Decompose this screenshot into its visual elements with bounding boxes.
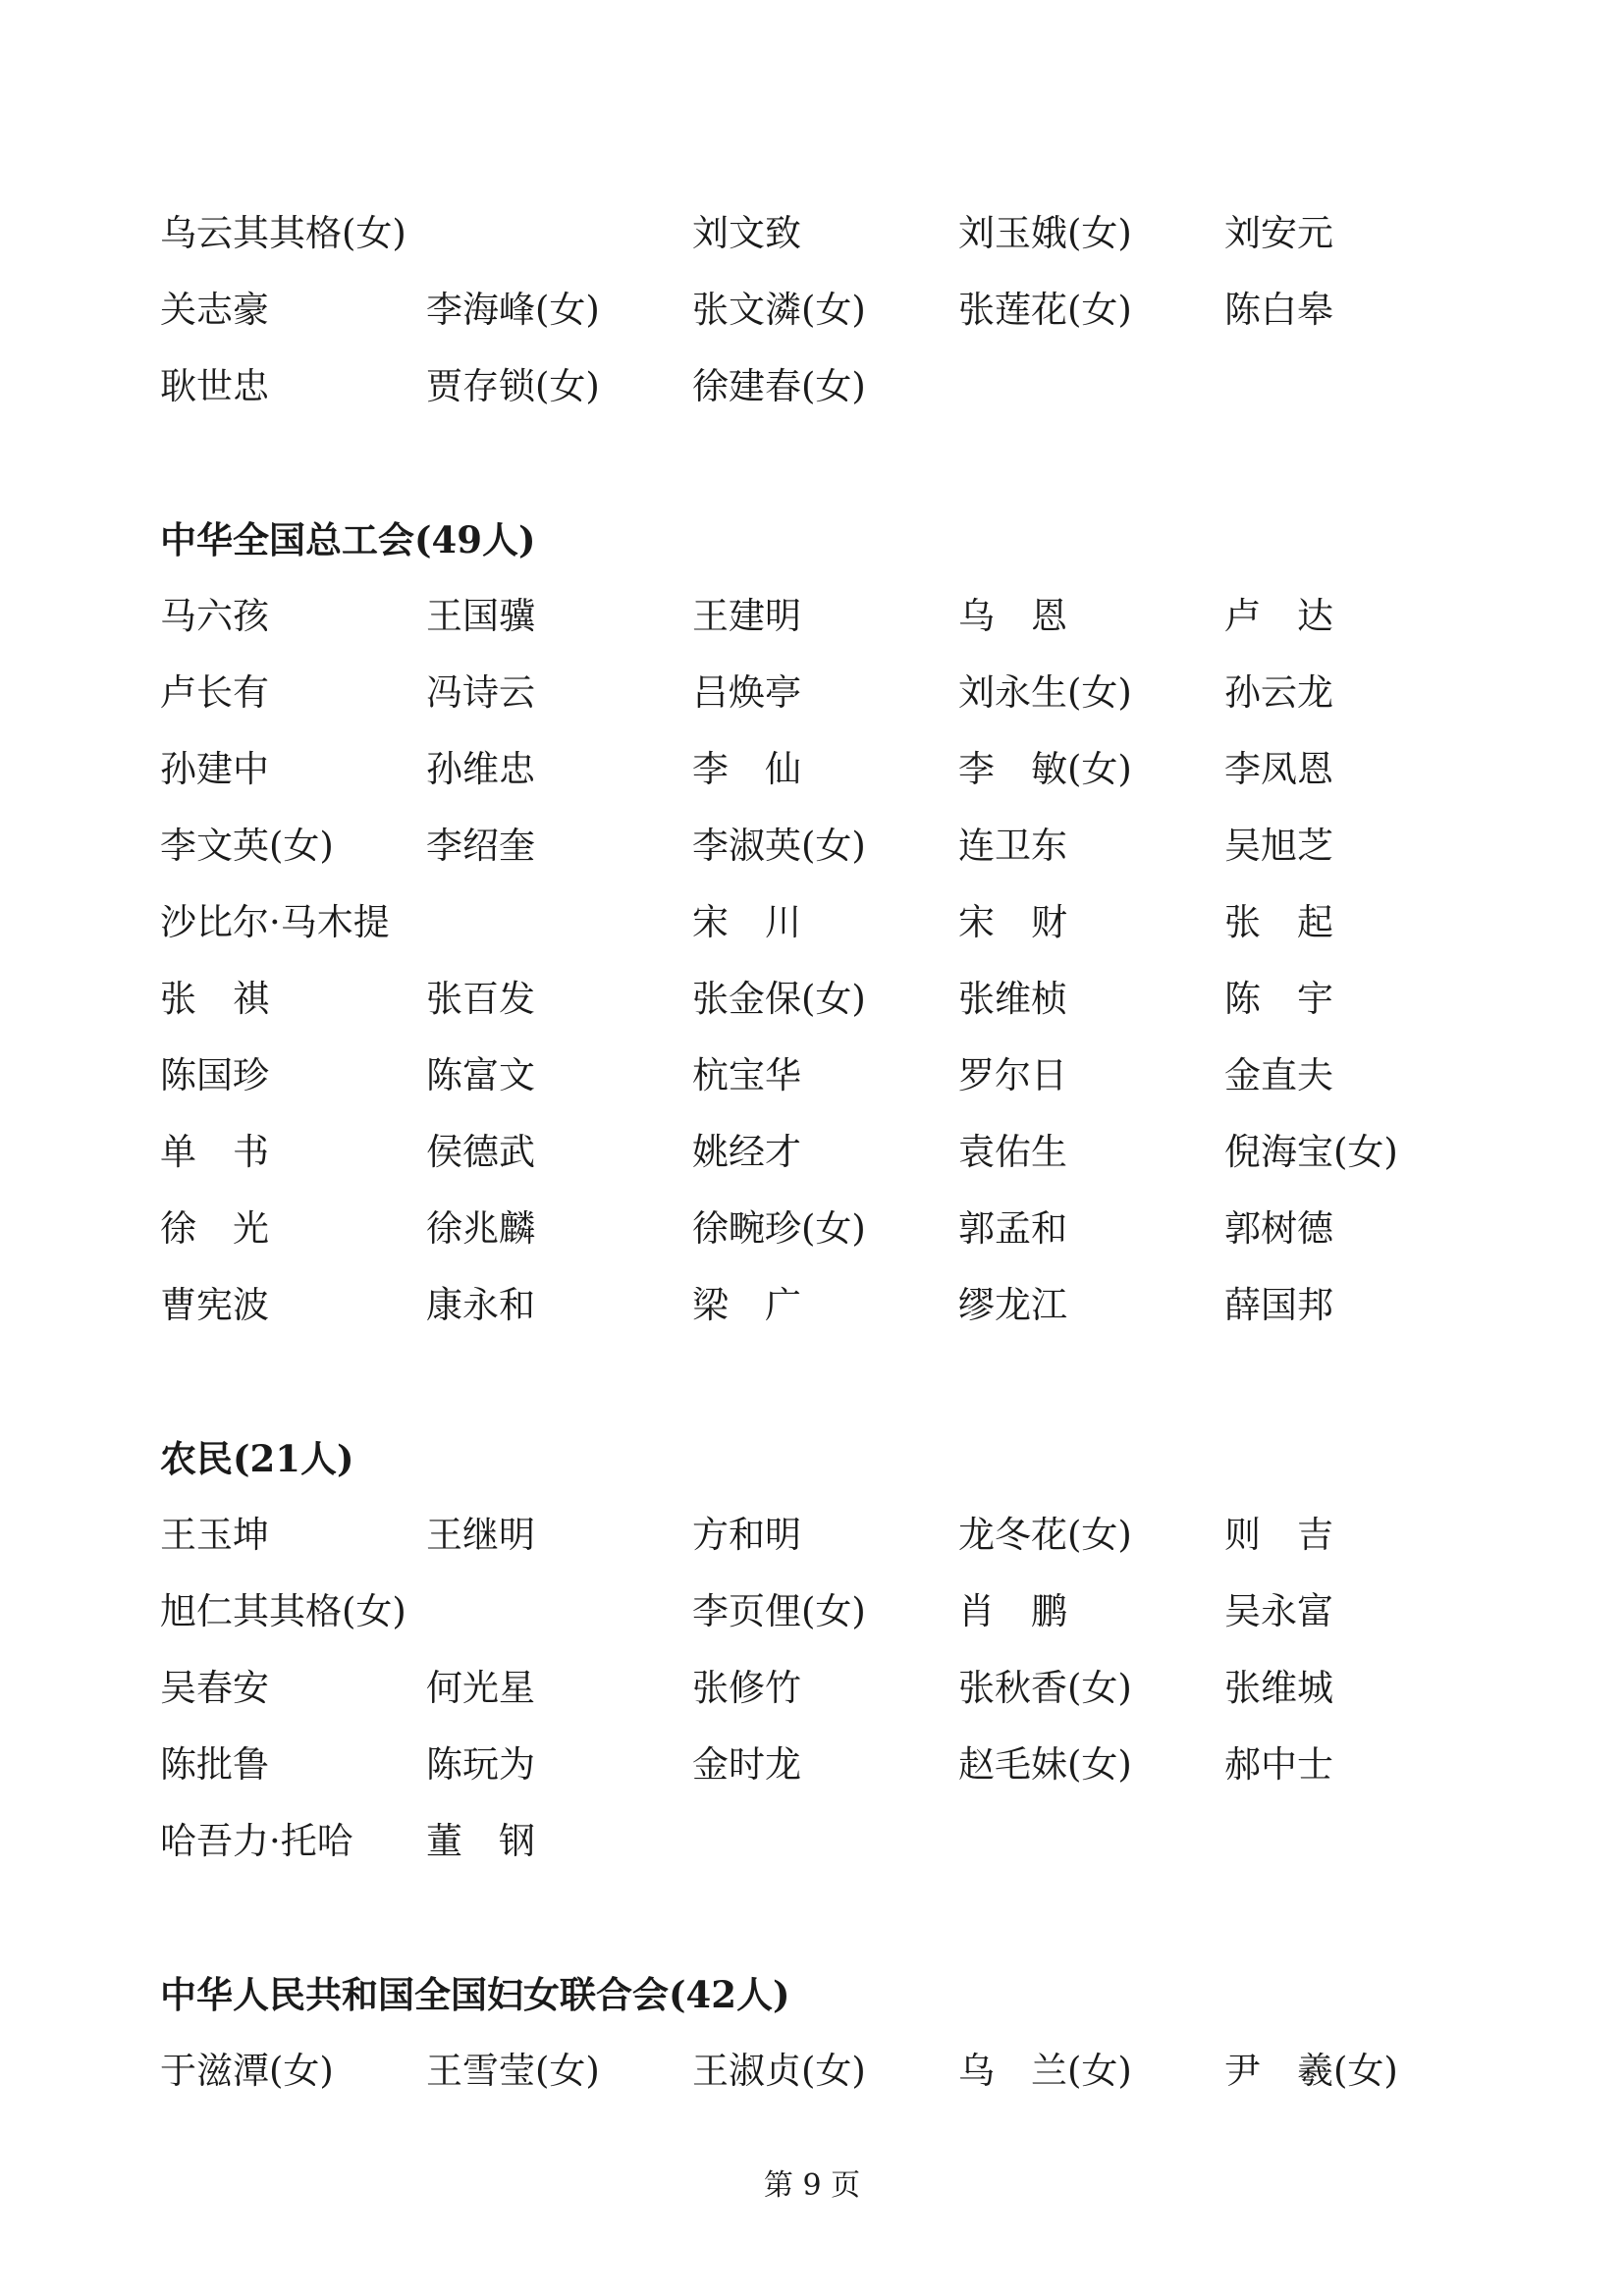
name-row xyxy=(160,1814,1476,1869)
person-name: 杭宝华 xyxy=(692,1054,801,1096)
person-name: 郭孟和 xyxy=(958,1207,1067,1250)
name-row xyxy=(160,895,1476,950)
person-name: 吴永富 xyxy=(1224,1590,1333,1632)
person-name: 侯德武 xyxy=(426,1131,535,1173)
person-name: 张 起 xyxy=(1224,901,1333,943)
person-name: 陈批鲁 xyxy=(160,1743,269,1786)
person-name: 李海峰(女) xyxy=(426,289,600,331)
person-name: 徐兆麟 xyxy=(426,1207,535,1250)
person-name: 陈白皋 xyxy=(1224,289,1333,331)
name-row xyxy=(160,283,1476,338)
name-row xyxy=(160,206,1476,261)
person-name: 郝中士 xyxy=(1224,1743,1333,1786)
person-name: 乌 恩 xyxy=(958,595,1067,637)
person-name: 单 书 xyxy=(160,1131,269,1173)
person-name: 李 敏(女) xyxy=(958,748,1132,790)
person-name: 龙冬花(女) xyxy=(958,1514,1132,1556)
person-name: 李凤恩 xyxy=(1224,748,1333,790)
person-name: 卢长有 xyxy=(160,671,269,714)
name-row xyxy=(160,1737,1476,1792)
person-name: 曹宪波 xyxy=(160,1284,269,1326)
person-name: 康永和 xyxy=(426,1284,535,1326)
name-row xyxy=(160,819,1476,874)
name-row xyxy=(160,1125,1476,1180)
person-name: 倪海宝(女) xyxy=(1224,1131,1398,1173)
person-name: 张修竹 xyxy=(692,1667,801,1709)
person-name: 梁 广 xyxy=(692,1284,801,1326)
person-name: 刘玉娥(女) xyxy=(958,212,1132,254)
person-name: 徐建春(女) xyxy=(692,365,866,407)
person-name: 姚经才 xyxy=(692,1131,801,1173)
person-name: 尹 羲(女) xyxy=(1224,2050,1398,2092)
person-name: 张莲花(女) xyxy=(958,289,1132,331)
person-name: 刘文致 xyxy=(692,212,801,254)
name-row xyxy=(160,1278,1476,1333)
person-name: 王玉坤 xyxy=(160,1514,269,1556)
person-name: 郭树德 xyxy=(1224,1207,1333,1250)
person-name: 吕焕亭 xyxy=(692,671,801,714)
person-name: 董 钢 xyxy=(426,1820,535,1862)
name-row xyxy=(160,1508,1476,1563)
person-name: 陈国珍 xyxy=(160,1054,269,1096)
person-name: 孙云龙 xyxy=(1224,671,1333,714)
person-name: 张维桢 xyxy=(958,978,1067,1020)
person-name: 王建明 xyxy=(692,595,801,637)
person-name: 方和明 xyxy=(692,1514,801,1556)
person-name: 李页俚(女) xyxy=(692,1590,866,1632)
person-name: 肖 鹏 xyxy=(958,1590,1067,1632)
person-name: 陈玩为 xyxy=(426,1743,535,1786)
person-name: 张百发 xyxy=(426,978,535,1020)
name-row xyxy=(160,1661,1476,1716)
person-name: 乌 兰(女) xyxy=(958,2050,1132,2092)
name-row xyxy=(160,2044,1476,2099)
section-heading: 农民(21人) xyxy=(160,1437,354,1480)
person-name: 连卫东 xyxy=(958,825,1067,867)
person-name: 张秋香(女) xyxy=(958,1667,1132,1709)
person-name: 于滋潭(女) xyxy=(160,2050,334,2092)
person-name: 金直夫 xyxy=(1224,1054,1333,1096)
person-name: 关志豪 xyxy=(160,289,269,331)
person-name: 乌云其其格(女) xyxy=(160,212,406,254)
name-row xyxy=(160,972,1476,1027)
person-name: 赵毛妹(女) xyxy=(958,1743,1132,1786)
person-name: 刘安元 xyxy=(1224,212,1333,254)
person-name: 薛国邦 xyxy=(1224,1284,1333,1326)
name-row xyxy=(160,666,1476,721)
person-name: 张维城 xyxy=(1224,1667,1333,1709)
person-name: 旭仁其其格(女) xyxy=(160,1590,406,1632)
person-name: 王国骥 xyxy=(426,595,535,637)
person-name: 罗尔日 xyxy=(958,1054,1067,1096)
name-row xyxy=(160,742,1476,797)
name-row xyxy=(160,1584,1476,1639)
person-name: 李 仙 xyxy=(692,748,801,790)
person-name: 耿世忠 xyxy=(160,365,269,407)
person-name: 宋 川 xyxy=(692,901,801,943)
person-name: 陈富文 xyxy=(426,1054,535,1096)
person-name: 缪龙江 xyxy=(958,1284,1067,1326)
person-name: 马六孩 xyxy=(160,595,269,637)
person-name: 徐畹珍(女) xyxy=(692,1207,866,1250)
person-name: 哈吾力·托哈 xyxy=(160,1820,353,1862)
section-heading: 中华人民共和国全国妇女联合会(42人) xyxy=(160,1973,790,2016)
person-name: 李绍奎 xyxy=(426,825,535,867)
person-name: 孙维忠 xyxy=(426,748,535,790)
person-name: 宋 财 xyxy=(958,901,1067,943)
person-name: 何光星 xyxy=(426,1667,535,1709)
person-name: 刘永生(女) xyxy=(958,671,1132,714)
person-name: 沙比尔·马木提 xyxy=(160,901,390,943)
person-name: 王雪莹(女) xyxy=(426,2050,600,2092)
person-name: 李文英(女) xyxy=(160,825,334,867)
name-row xyxy=(160,589,1476,644)
person-name: 吴春安 xyxy=(160,1667,269,1709)
person-name: 张 祺 xyxy=(160,978,269,1020)
person-name: 王淑贞(女) xyxy=(692,2050,866,2092)
page-number: 第 9 页 xyxy=(763,2168,861,2203)
person-name: 冯诗云 xyxy=(426,671,535,714)
name-row xyxy=(160,1201,1476,1256)
person-name: 袁佑生 xyxy=(958,1131,1067,1173)
name-row xyxy=(160,1048,1476,1103)
person-name: 金时龙 xyxy=(692,1743,801,1786)
person-name: 吴旭芝 xyxy=(1224,825,1333,867)
person-name: 李淑英(女) xyxy=(692,825,866,867)
person-name: 张文潾(女) xyxy=(692,289,866,331)
person-name: 孙建中 xyxy=(160,748,269,790)
person-name: 陈 宇 xyxy=(1224,978,1333,1020)
person-name: 贾存锁(女) xyxy=(426,365,600,407)
person-name: 王继明 xyxy=(426,1514,535,1556)
name-row xyxy=(160,359,1476,414)
person-name: 卢 达 xyxy=(1224,595,1333,637)
person-name: 张金保(女) xyxy=(692,978,866,1020)
person-name: 则 吉 xyxy=(1224,1514,1333,1556)
section-heading: 中华全国总工会(49人) xyxy=(160,518,536,561)
person-name: 徐 光 xyxy=(160,1207,269,1250)
